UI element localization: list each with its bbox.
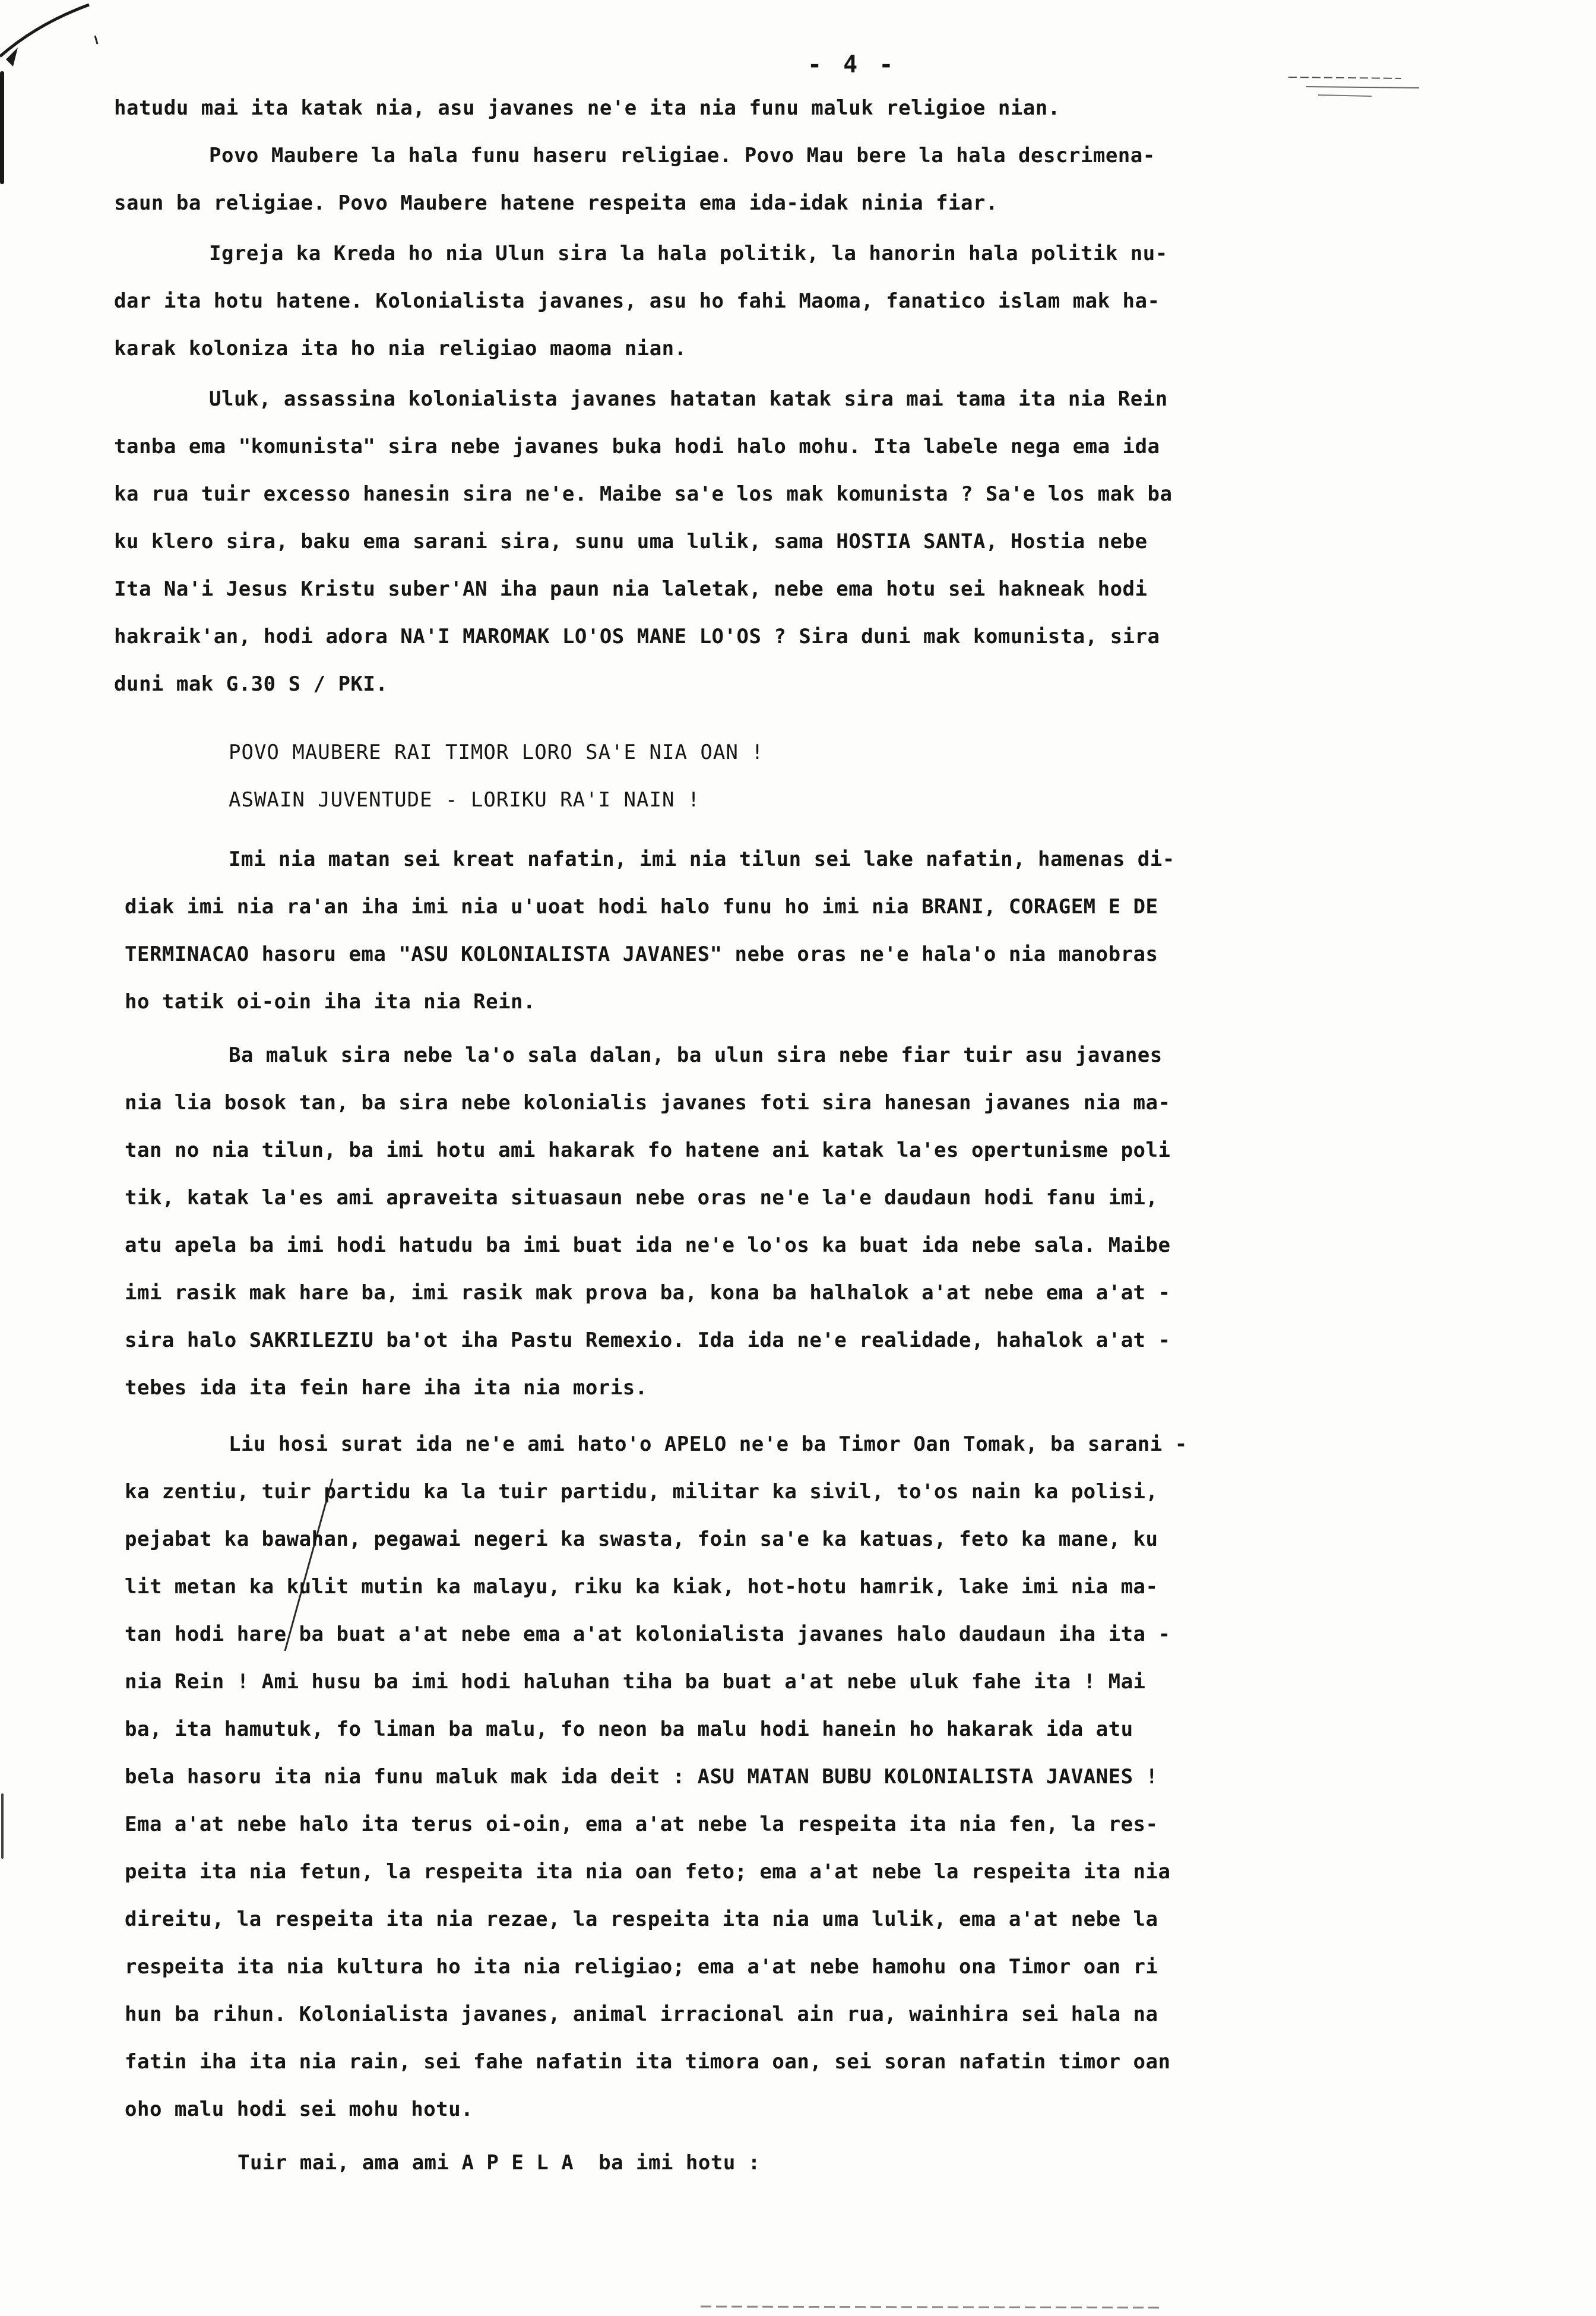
text-line: lit metan ka kulit mutin ka malayu, riku ka kiak, hot-hotu hamrik, lake imi nia ma- xyxy=(125,1575,1158,1599)
slogan-line: POVO MAUBERE RAI TIMOR LORO SA'E NIA OAN ! xyxy=(229,741,764,764)
text-line: dar ita hotu hatene. Kolonialista javanes, asu ho fahi Maoma, fanatico islam mak ha- xyxy=(114,289,1160,313)
scan-edge-mark xyxy=(0,0,142,83)
slogan-line: ASWAIN JUVENTUDE - LORIKU RA'I NAIN ! xyxy=(229,788,701,812)
text-line: ka rua tuir excesso hanesin sira ne'e. Maibe sa'e los mak komunista ? Sa'e los mak ba xyxy=(114,482,1173,506)
text-line: oho malu hodi sei mohu hotu. xyxy=(125,2097,474,2121)
scan-margin-line xyxy=(0,71,4,184)
text-line: duni mak G.30 S / PKI. xyxy=(114,672,388,696)
text-line: karak koloniza ita ho nia religiao maoma nian. xyxy=(114,337,687,360)
scan-margin-line-lower xyxy=(1,1793,4,1859)
text-line: Povo Maubere la hala funu haseru religiae. Povo Mau bere la hala descrimena- xyxy=(209,144,1155,167)
text-line: fatin iha ita nia rain, sei fahe nafatin ita timora oan, sei soran nafatin timor oan xyxy=(125,2050,1171,2074)
text-line: tan hodi hare ba buat a'at nebe ema a'at kolonialista javanes halo daudaun iha ita - xyxy=(125,1622,1171,1646)
text-line: hakraik'an, hodi adora NA'I MAROMAK LO'OS MANE LO'OS ? Sira duni mak komunista, sira xyxy=(114,625,1160,648)
text-line: Ita Na'i Jesus Kristu suber'AN iha paun nia laletak, nebe ema hotu sei hakneak hodi xyxy=(114,577,1148,601)
text-line: atu apela ba imi hodi hatudu ba imi buat ida ne'e lo'os ka buat ida nebe sala. Maibe xyxy=(125,1233,1171,1257)
text-line: imi rasik mak hare ba, imi rasik mak prova ba, kona ba halhalok a'at nebe ema a'at - xyxy=(125,1281,1171,1305)
text-line: bela hasoru ita nia funu maluk mak ida deit : ASU MATAN BUBU KOLONIALISTA JAVANES ! xyxy=(125,1765,1158,1789)
text-line: tebes ida ita fein hare iha ita nia moris. xyxy=(125,1376,648,1400)
text-line: hun ba rihun. Kolonialista javanes, animal irracional ain rua, wainhira sei hala na xyxy=(125,2002,1158,2026)
text-line: ba, ita hamutuk, fo liman ba malu, fo neon ba malu hodi hanein ho hakarak ida atu xyxy=(125,1717,1133,1741)
page-number: - 4 - xyxy=(808,51,897,78)
text-line: tanba ema "komunista" sira nebe javanes buka hodi halo mohu. Ita labele nega ema ida xyxy=(114,435,1160,458)
text-line: tan no nia tilun, ba imi hotu ami hakarak fo hatene ani katak la'es opertunisme poli xyxy=(125,1138,1171,1162)
scan-top-right-mark xyxy=(1282,65,1425,101)
text-line: TERMINACAO hasoru ema "ASU KOLONIALISTA JAVANES" nebe oras ne'e hala'o nia manobras xyxy=(125,942,1158,966)
scan-bottom-mark xyxy=(701,2298,1176,2316)
text-line: ka zentiu, tuir partidu ka la tuir partidu, militar ka sivil, to'os nain ka polisi, xyxy=(125,1480,1158,1504)
text-line: nia lia bosok tan, ba sira nebe kolonialis javanes foti sira hanesan javanes nia ma- xyxy=(125,1091,1171,1115)
text-line: saun ba religiae. Povo Maubere hatene respeita ema ida-idak ninia fiar. xyxy=(114,191,998,215)
text-line: Igreja ka Kreda ho nia Ulun sira la hala politik, la hanorin hala politik nu- xyxy=(209,242,1168,265)
text-line: peita ita nia fetun, la respeita ita nia oan feto; ema a'at nebe la respeita ita nia xyxy=(125,1860,1171,1884)
text-line: Imi nia matan sei kreat nafatin, imi nia tilun sei lake nafatin, hamenas di- xyxy=(229,847,1175,871)
text-line: Uluk, assassina kolonialista javanes hatatan katak sira mai tama ita nia Rein xyxy=(209,387,1168,411)
closing-line: Tuir mai, ama ami A P E L A ba imi hotu : xyxy=(238,2151,761,2175)
text-line: ku klero sira, baku ema sarani sira, sunu uma lulik, sama HOSTIA SANTA, Hostia nebe xyxy=(114,530,1148,553)
text-line: Liu hosi surat ida ne'e ami hato'o APELO ne'e ba Timor Oan Tomak, ba sarani - xyxy=(229,1432,1188,1456)
text-line: Ema a'at nebe halo ita terus oi-oin, ema a'at nebe la respeita ita nia fen, la res- xyxy=(125,1812,1158,1836)
text-line: direitu, la respeita ita nia rezae, la respeita ita nia uma lulik, ema a'at nebe la xyxy=(125,1907,1158,1931)
text-line: Ba maluk sira nebe la'o sala dalan, ba ulun sira nebe fiar tuir asu javanes xyxy=(229,1043,1163,1067)
text-line: sira halo SAKRILEZIU ba'ot iha Pastu Remexio. Ida ida ne'e realidade, hahalok a'at - xyxy=(125,1328,1171,1352)
text-line: pejabat ka bawahan, pegawai negeri ka swasta, foin sa'e ka katuas, feto ka mane, ku xyxy=(125,1527,1158,1551)
text-line: hatudu mai ita katak nia, asu javanes ne'e ita nia funu maluk religioe nian. xyxy=(114,96,1060,120)
text-line: ho tatik oi-oin iha ita nia Rein. xyxy=(125,990,536,1014)
text-line: diak imi nia ra'an iha imi nia u'uoat hodi halo funu ho imi nia BRANI, CORAGEM E DE xyxy=(125,895,1158,919)
text-line: nia Rein ! Ami husu ba imi hodi haluhan tiha ba buat a'at nebe uluk fahe ita ! Mai xyxy=(125,1670,1146,1694)
text-line: respeita ita nia kultura ho ita nia religiao; ema a'at nebe hamohu ona Timor oan ri xyxy=(125,1955,1158,1979)
text-line: tik, katak la'es ami apraveita situasaun nebe oras ne'e la'e daudaun hodi fanu imi, xyxy=(125,1186,1158,1210)
